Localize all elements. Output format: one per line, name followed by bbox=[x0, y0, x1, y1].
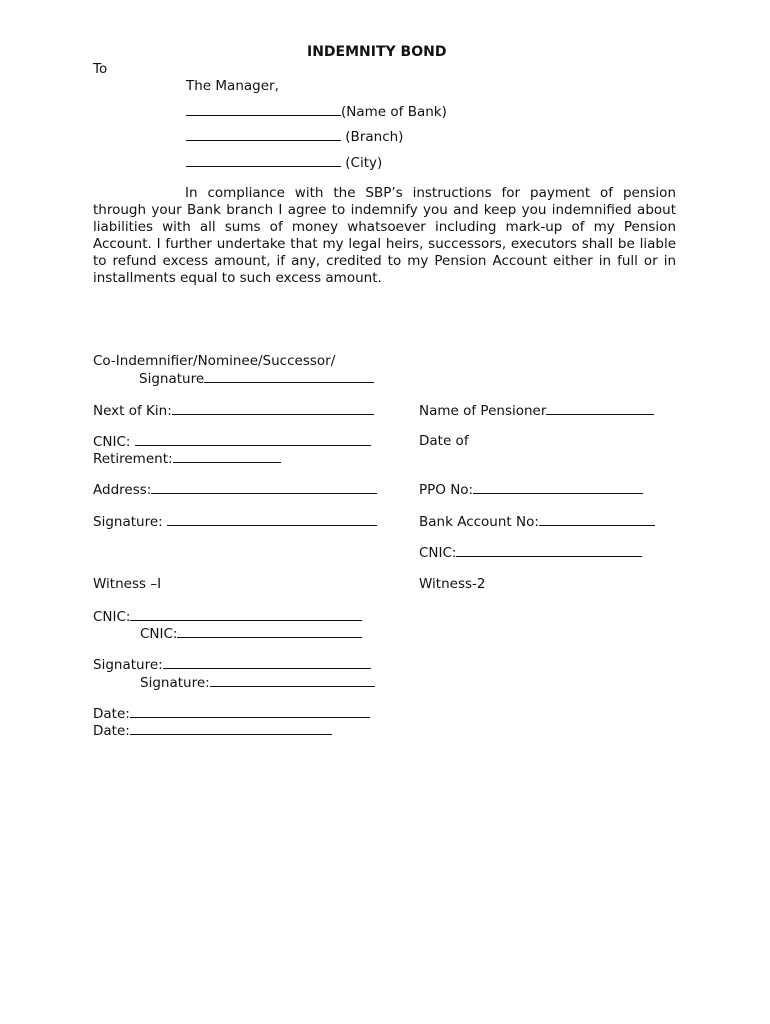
co-indemnifier-signature-field bbox=[139, 370, 374, 388]
bank-name-field bbox=[186, 103, 447, 121]
branch-field bbox=[186, 128, 403, 146]
witness-date-blank bbox=[130, 705, 370, 718]
witness-signature-field bbox=[93, 656, 371, 674]
city-field bbox=[186, 154, 382, 172]
witness2-date-blank bbox=[130, 722, 332, 735]
ppo-no-blank bbox=[473, 481, 643, 494]
retirement-field bbox=[93, 450, 281, 468]
witness-cnic-field bbox=[93, 608, 362, 626]
document-title: INDEMNITY BOND bbox=[307, 44, 447, 60]
signature-field bbox=[93, 513, 377, 531]
branch-blank bbox=[186, 128, 341, 141]
branch-label: (Branch) bbox=[341, 129, 404, 145]
witness-signature-label: Signature: bbox=[93, 657, 163, 673]
signature2-blank bbox=[167, 513, 377, 526]
witness-date-field bbox=[93, 705, 370, 723]
witness2-signature-blank bbox=[210, 674, 375, 687]
to-label: To bbox=[93, 61, 108, 77]
bank-name-blank bbox=[186, 103, 341, 116]
address-label: Address: bbox=[93, 482, 152, 498]
cnic-label: CNIC: bbox=[93, 434, 135, 450]
witness-date-label: Date: bbox=[93, 706, 130, 722]
pensioner-name-label: Name of Pensioner bbox=[419, 403, 547, 419]
signature-label: Signature bbox=[139, 371, 205, 387]
witness2-cnic-label: CNIC: bbox=[140, 626, 178, 642]
city-label: (City) bbox=[341, 155, 383, 171]
pensioner-cnic-field bbox=[419, 544, 642, 562]
witness2-cnic-field bbox=[140, 625, 362, 643]
retirement-blank bbox=[173, 450, 281, 463]
date-of-label: Date of bbox=[419, 433, 469, 449]
paragraph-text: In compliance with the SBP’s instructions for payment of pension through your Bank branch I agree to indemnify you and keep you indemnified about liabilities with all sums of money whatsoever including mark-up of my Pension Account. I further undertake that my legal heirs, successors, executors shall be liable to refund excess amount, if any, credited to my Pension Account either in full or in installments equal to such excess amount. bbox=[93, 185, 676, 286]
cnic-blank bbox=[135, 433, 371, 446]
witness2-label: Witness-2 bbox=[419, 576, 486, 592]
signature-blank bbox=[204, 370, 374, 383]
witness2-date-field bbox=[93, 722, 332, 740]
witness-signature-blank bbox=[163, 656, 371, 669]
address-blank bbox=[151, 481, 377, 494]
ppo-no-label: PPO No: bbox=[419, 482, 474, 498]
indemnity-paragraph bbox=[93, 185, 676, 287]
next-of-kin-field bbox=[93, 402, 374, 420]
bank-account-blank bbox=[539, 513, 655, 526]
bank-account-label: Bank Account No: bbox=[419, 514, 539, 530]
manager-label: The Manager, bbox=[186, 78, 279, 94]
witness1-label: Witness –I bbox=[93, 576, 162, 592]
co-indemnifier-label: Co-Indemnifier/Nominee/Successor/ bbox=[93, 353, 336, 369]
next-of-kin-label: Next of Kin: bbox=[93, 403, 172, 419]
cnic-field bbox=[93, 433, 371, 451]
witness-cnic-blank bbox=[130, 608, 362, 621]
witness2-date-label: Date: bbox=[93, 723, 130, 739]
ppo-no-field bbox=[419, 481, 643, 499]
pensioner-name-field bbox=[419, 402, 654, 420]
signature2-label: Signature: bbox=[93, 514, 167, 530]
pensioner-cnic-blank bbox=[456, 544, 642, 557]
witness2-signature-label: Signature: bbox=[140, 675, 210, 691]
pensioner-cnic-label: CNIC: bbox=[419, 545, 457, 561]
address-field bbox=[93, 481, 377, 499]
next-of-kin-blank bbox=[172, 402, 374, 415]
pensioner-name-blank bbox=[546, 402, 654, 415]
bank-account-field bbox=[419, 513, 655, 531]
retirement-label: Retirement: bbox=[93, 451, 173, 467]
bank-name-label: (Name of Bank) bbox=[341, 104, 447, 120]
witness2-signature-field bbox=[140, 674, 375, 692]
city-blank bbox=[186, 154, 341, 167]
witness2-cnic-blank bbox=[177, 625, 362, 638]
witness-cnic-label: CNIC: bbox=[93, 609, 131, 625]
